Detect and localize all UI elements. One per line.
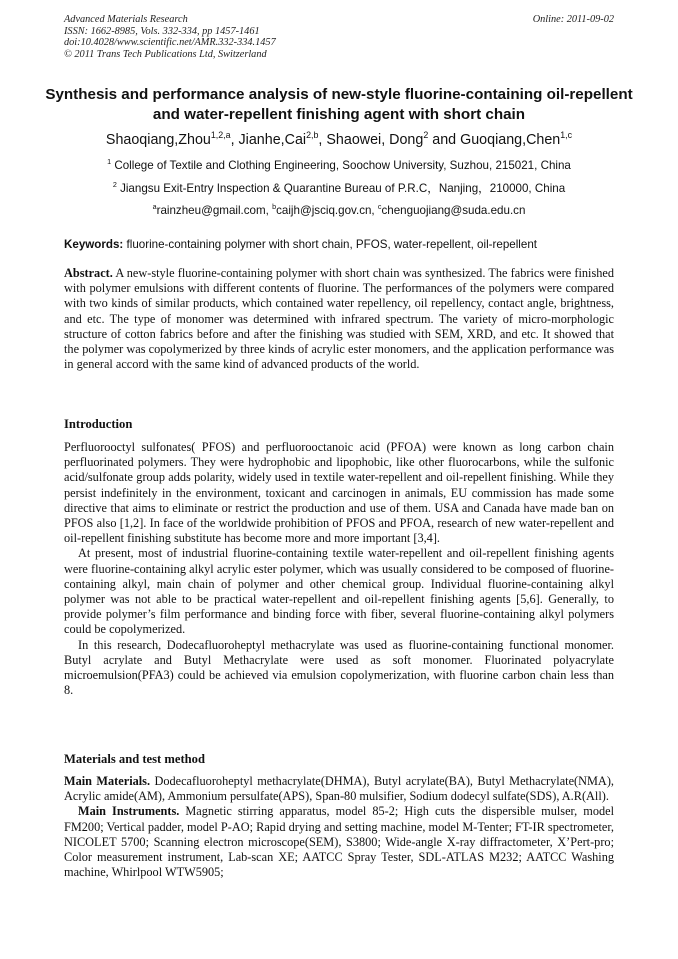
affiliation-1	[40, 159, 638, 173]
author-name: Jianhe,Cai	[238, 132, 307, 148]
author-separator: and	[428, 132, 461, 148]
running-header	[64, 14, 276, 60]
paper-title: Synthesis and performance analysis of new-style fluorine-containing oil-repellent and water-repellent finishing agent with short chain	[45, 86, 633, 123]
email-text: chenguojiang@suda.edu.cn	[381, 204, 526, 217]
affiliation-mark: 2	[112, 180, 117, 190]
author-separator: ,	[230, 132, 239, 148]
paragraph	[64, 774, 614, 804]
keywords-text: fluorine-containing polymer with short chain, PFOS, water-repellent, oil-repellent	[126, 238, 537, 251]
keywords-label: Keywords:	[64, 238, 124, 251]
affiliation-text: College of Textile and Clothing Engineering, Soochow University, Suzhou, 215021, China	[114, 159, 571, 172]
author-name: Guoqiang,Chen	[460, 132, 561, 148]
materials-heading: Materials and test method	[64, 752, 205, 766]
issn-line: ISSN: 1662-8985, Vols. 332-334, pp 1457-1461	[64, 25, 260, 37]
author-affiliation-mark: 1,c	[560, 130, 573, 141]
email-mark: a	[152, 202, 157, 212]
journal-name: Advanced Materials Research	[64, 14, 188, 25]
main-instruments-text: Magnetic stirring apparatus, model 85-2; High cuts the dispersible mulser, model FM200; Vertical padder, model P-AO; Rapid drying and setting machine, model M-Tenter; FT-IR spectrometer, NICOLET 5700; Scanning electron microscope(SEM), S3800; Wide-angle X-ray diffractometer, X’Pert-pro; Color measurement instrument, Lab-scan XE; AATCC Spray Tester, SDL-ATLAS M232; AATCC Washing machine, Whirlpool WTW5905;	[64, 804, 614, 880]
email-mark: b	[272, 202, 277, 212]
introduction-body	[64, 440, 614, 698]
author-affiliation-mark: 2,b	[306, 130, 319, 141]
author-name: Shaoqiang,Zhou	[105, 132, 211, 148]
affiliation-mark: 1	[107, 157, 112, 167]
author-name: Shaowei, Dong	[326, 132, 424, 148]
main-materials-label: Main Materials.	[64, 774, 151, 788]
affiliation-text: Jiangsu Exit-Entry Inspection & Quarantine Bureau of P.R.C，Nanjing，210000, China	[120, 182, 566, 195]
paragraph	[64, 804, 614, 880]
introduction-heading: Introduction	[64, 417, 133, 431]
keywords	[64, 238, 624, 252]
paragraph: Perfluorooctyl sulfonates( PFOS) and perfluorooctanoic acid (PFOA) were known as long carbon chain perfluorinated polymers. They were hydrophobic and lipophobic, like other fluorocarbons, while the sulfonic acid/sulfonate group adds polarity, widely used in textile water-repellent and oil-repellent finishing. While they persist indefinitely in the environment, toxicant and carcinogen in animals, EU commission has made some directive that aims to eliminate or restrict the production and use of them. USA and Canada have made ban on PFOS also [1,2]. In face of the worldwide prohibition of PFOS and PFOA, research of new water-repellent and oil-repellent finishing substitute has become more and more important [3,4].	[64, 440, 614, 546]
affiliation-2	[40, 182, 638, 196]
author-affiliation-mark: 1,2,a	[210, 130, 231, 141]
doi-line: doi:10.4028/www.scientific.net/AMR.332-334.1457	[64, 37, 276, 48]
author-list	[40, 131, 638, 149]
email-text: rainzheu@gmail.com,	[156, 204, 273, 217]
author-affiliation-mark: 2	[423, 130, 429, 141]
main-instruments-label: Main Instruments.	[78, 804, 180, 819]
paragraph: At present, most of industrial fluorine-containing textile water-repellent and oil-repellent finishing agents were fluorine-containing alkyl acrylic ester polymer, which was usually considered to be composed of fluorine-containing alkyl, main chain of polymer and other chemical group. Individual fluorine-containing alkyl polymer was not able to be practical water-repellent and oil-repellent finishing agents [5,6]. Generally, to provide polymer’s film performance and binding force with fiber, several fluorine-containing alkyl polymers could be copolymerized.	[64, 546, 614, 637]
copyright-line: © 2011 Trans Tech Publications Ltd, Switzerland	[64, 48, 267, 60]
email-mark: c	[377, 202, 382, 212]
abstract-label: Abstract.	[64, 266, 113, 280]
email-text: caijh@jsciq.gov.cn,	[276, 204, 378, 217]
abstract	[64, 266, 614, 372]
online-date: Online: 2011-09-02	[532, 14, 614, 25]
materials-body	[64, 774, 614, 880]
main-materials-text: Dodecafluoroheptyl methacrylate(DHMA), Butyl acrylate(BA), Butyl Methacrylate(NMA), Acrylic amide(AM), Ammonium persulfate(APS), Span-80 mulsifier, Sodium dodecyl sulfate(SDS), A.R(All).	[64, 774, 614, 804]
email-list	[40, 204, 638, 218]
paragraph: In this research, Dodecafluoroheptyl methacrylate was used as fluorine-containing functional monomer. Butyl acrylate and Butyl Methacrylate were used as soft monomer. Fluorinated polyacrylate microemulsion(PFA3) could be achieved via emulsion copolymerization, with fluorine carbon chain less than 8.	[64, 637, 614, 698]
author-separator: ,	[318, 132, 327, 148]
abstract-text: A new-style fluorine-containing polymer with short chain was synthesized. The fabrics were finished with polymer emulsions with different contents of fluorine. The performances of the polymers were compared with two kinds of similar products, which contained water repellency, oil repellency, contact angle, brightness, and etc. The type of monomer was determined with infrared spectrum. The variety of micro-morphologic structure of cotton fabrics before and after the finishing was studied with SEM, XRD, and etc. It showed that the polymer was copolymerized by three kinds of acrylic ester monomers, and the application performance was in general accord with the same kind of advanced products of the world.	[64, 266, 614, 372]
